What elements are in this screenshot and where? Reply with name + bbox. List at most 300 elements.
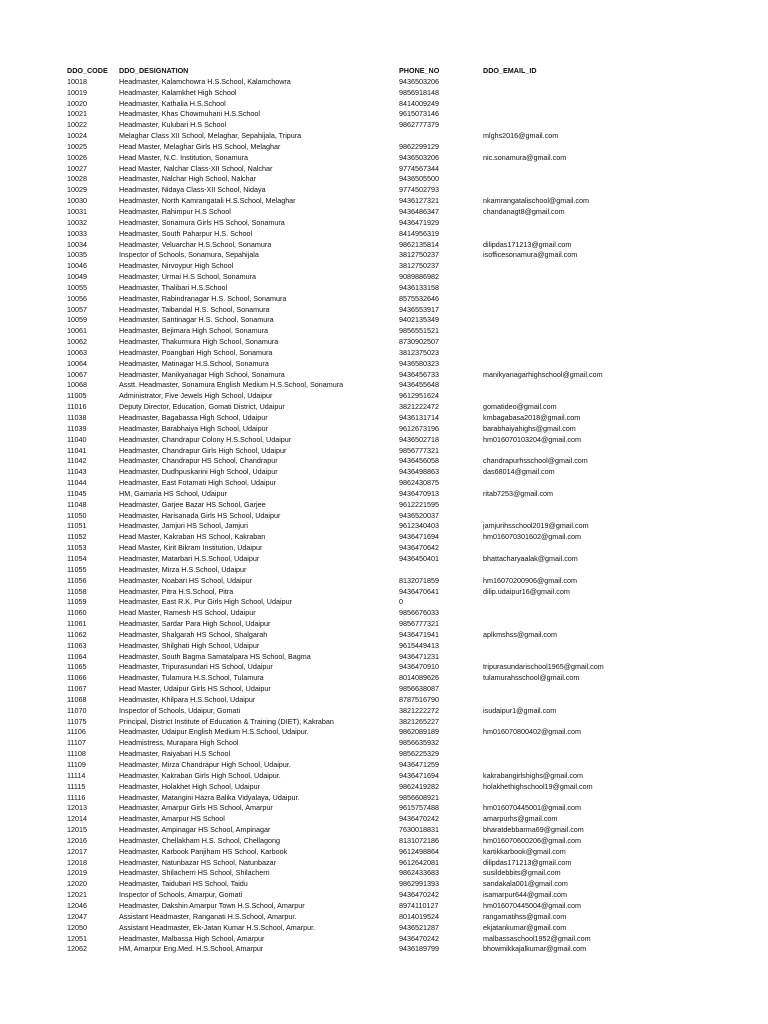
ddo-code-cell: 12017 [67, 846, 87, 856]
ddo-designation-cell: Melaghar Class XII School, Melaghar, Sepahijala, Tripura [119, 131, 302, 141]
ddo-code-cell: 11061 [67, 619, 87, 629]
table-row [67, 879, 623, 890]
ddo-code-cell: 10035 [67, 250, 87, 260]
ddo-designation-cell: Headmaster, Malbassa High School, Amarpur [119, 933, 265, 943]
table-row [67, 120, 623, 131]
ddo-designation-cell: Headmaster, Nidaya Class-XII School, Nidaya [119, 185, 266, 195]
table-row [67, 727, 623, 738]
ddo-designation-cell: Headmaster, Bejimara High School, Sonamura [119, 326, 269, 336]
ddo-email-cell: tripurasundarischool1965@gmail.com [483, 662, 604, 672]
table-row [67, 229, 623, 240]
ddo-code-cell: 11115 [67, 781, 86, 791]
ddo-email-cell: bhattacharyaalak@gmail.com [483, 553, 578, 563]
ddo-code-cell: 10062 [67, 337, 87, 347]
ddo-code-cell: 11065 [67, 662, 87, 672]
ddo-email-cell: chandanagt8@gmail.com [483, 206, 565, 216]
ddo-designation-cell: Headmaster, Matarbari H.S.School, Udaipur [119, 553, 260, 563]
phone-no-cell: 8014019524 [399, 911, 439, 921]
ddo-email-cell: hm16070200906@gmail.com [483, 575, 578, 585]
ddo-code-cell: 11042 [67, 456, 87, 466]
ddo-email-cell: tulamurahsschool@gmail.com [483, 673, 580, 683]
ddo-code-cell: 11050 [67, 510, 87, 520]
header-phone-no: PHONE_NO [399, 66, 440, 75]
ddo-designation-cell: Headmistress, Murapara High School [119, 738, 239, 748]
ddo-code-cell: 10032 [67, 217, 87, 227]
ddo-designation-cell: Headmaster, Mirza H.S.School, Udaipur [119, 564, 247, 574]
ddo-designation-cell: Headmaster, Taidubari HS School, Taidu [119, 879, 248, 889]
table-row [67, 294, 623, 305]
ddo-email-cell: hm016070301602@gmail.com [483, 532, 581, 542]
table-row [67, 88, 623, 99]
phone-no-cell: 9436471694 [399, 770, 439, 780]
phone-no-cell: 9436503206 [399, 76, 439, 86]
phone-no-cell: 9436455648 [399, 380, 439, 390]
phone-no-cell: 9612642081 [399, 857, 439, 867]
ddo-designation-cell: Head Master, Kirit Bikram Institution, Udaipur [119, 543, 263, 553]
ddo-email-cell [483, 500, 623, 511]
phone-no-cell: 0 [399, 597, 403, 607]
ddo-code-cell: 11039 [67, 423, 87, 433]
ddo-email-cell: rangamatihss@gmail.com [483, 911, 567, 921]
table-row [67, 109, 623, 120]
phone-no-cell: 9862777379 [399, 120, 439, 130]
table-row [67, 890, 623, 901]
ddo-code-cell: 10067 [67, 369, 87, 379]
ddo-code-cell: 11055 [67, 564, 87, 574]
ddo-designation-cell: Headmaster, Rabindranagar H.S. School, Sonamura [119, 293, 287, 303]
table-row [67, 391, 623, 402]
ddo-email-cell [483, 738, 623, 749]
header-row [67, 66, 623, 77]
ddo-code-cell: 11038 [67, 413, 87, 422]
ddo-code-cell: 11114 [67, 770, 86, 780]
table-row [67, 771, 623, 782]
ddo-code-cell: 10059 [67, 315, 87, 325]
ddo-code-cell: 11053 [67, 543, 87, 553]
ddo-designation-cell: Headmaster, Sardar Para High School, Udaipur [119, 619, 271, 629]
table-row [67, 521, 623, 532]
ddo-code-cell: 11066 [67, 673, 87, 683]
table-row [67, 370, 623, 381]
phone-no-cell: 9436471941 [399, 629, 439, 639]
ddo-email-cell [483, 99, 623, 110]
phone-no-cell: 8132071859 [399, 575, 439, 585]
ddo-email-cell [483, 229, 623, 240]
phone-no-cell: 9774567344 [399, 163, 439, 173]
phone-no-cell: 9436580323 [399, 358, 439, 368]
ddo-code-cell: 12047 [67, 911, 87, 921]
phone-no-cell: 8787516790 [399, 694, 439, 704]
phone-no-cell: 9862991393 [399, 879, 439, 889]
ddo-email-cell: dilip.udaipur16@gmail.com [483, 586, 570, 596]
ddo-code-cell: 10026 [67, 152, 87, 162]
ddo-email-cell [483, 565, 623, 576]
table-row [67, 261, 623, 272]
phone-no-cell: 9436456733 [399, 369, 439, 379]
table-row [67, 305, 623, 316]
ddo-code-cell: 11005 [67, 391, 87, 401]
ddo-designation-cell: Head Master, Melaghar Girls HS School, Melaghar [119, 141, 281, 151]
table-row [67, 272, 623, 283]
ddo-designation-cell: Headmaster, Kulubari H.S School [119, 120, 227, 130]
ddo-designation-cell: HM, Gamaria HS School, Udaipur [119, 488, 227, 498]
ddo-email-cell [483, 294, 623, 305]
ddo-code-cell: 11075 [67, 716, 87, 726]
ddo-designation-cell: Headmaster, Karbook Panjiham HS School, Karbook [119, 846, 288, 856]
phone-no-cell: 9436498863 [399, 467, 439, 477]
ddo-code-cell: 11108 [67, 749, 86, 759]
ddo-designation-cell: Headmaster, Taibandal H.S. School, Sonamura [119, 304, 270, 314]
phone-no-cell: 9856777321 [399, 619, 439, 629]
ddo-email-cell: kartikkarbook@gmail.com [483, 846, 566, 856]
table-row [67, 565, 623, 576]
phone-no-cell: 9436502718 [399, 434, 439, 444]
ddo-designation-cell: Headmaster, Khas Chowmuhani H.S.School [119, 109, 261, 119]
table-row [67, 738, 623, 749]
table-row [67, 652, 623, 663]
table-row [67, 695, 623, 706]
ddo-designation-cell: Headmaster, Shilacherri HS School, Shilacherri [119, 868, 270, 878]
ddo-code-cell: 10064 [67, 358, 87, 368]
table-row [67, 348, 623, 359]
phone-no-cell: 9436505500 [399, 174, 439, 184]
phone-no-cell: 9856676033 [399, 608, 439, 618]
ddo-code-cell: 10025 [67, 141, 87, 151]
phone-no-cell: 9615449413 [399, 640, 439, 650]
ddo-email-cell [483, 684, 623, 695]
phone-no-cell: 9436456058 [399, 456, 439, 466]
ddo-code-cell: 10030 [67, 196, 87, 206]
table-row [67, 641, 623, 652]
ddo-code-cell: 11043 [67, 467, 87, 477]
phone-no-cell: 8575532646 [399, 293, 439, 303]
phone-no-cell: 3821265227 [399, 716, 439, 726]
header-ddo-designation: DDO_DESIGNATION [119, 66, 189, 75]
phone-no-cell: 9862430875 [399, 478, 439, 488]
ddo-email-cell [483, 174, 623, 185]
ddo-code-cell: 11059 [67, 597, 87, 607]
ddo-designation-cell: Administrator, Five Jewels High School, Udaipur [119, 391, 273, 401]
ddo-email-cell: nic.sonamura@gmail.com [483, 152, 567, 162]
table-row [67, 250, 623, 261]
phone-no-cell: 9856638087 [399, 684, 439, 694]
table-row [67, 554, 623, 565]
table-row [67, 511, 623, 522]
ddo-email-cell [483, 218, 623, 229]
ddo-code-cell: 12020 [67, 879, 87, 889]
ddo-designation-cell: Headmaster, Manikyanagar High School, Sonamura [119, 369, 285, 379]
ddo-code-cell: 10022 [67, 120, 87, 130]
ddo-code-cell: 11044 [67, 478, 87, 488]
ddo-email-cell: isudaipur1@gmail.com [483, 705, 557, 715]
ddo-designation-cell: Headmaster, Tripurasundari HS School, Udaipur [119, 662, 273, 672]
ddo-code-cell: 10029 [67, 185, 87, 195]
ddo-designation-cell: Head Master, N.C. Institution, Sonamura [119, 152, 249, 162]
ddo-email-cell: gomatideo@gmail.com [483, 402, 557, 412]
ddo-designation-cell: Headmaster, Matinagar H.S.School, Sonamura [119, 358, 269, 368]
ddo-designation-cell: Headmaster, Natunbazar HS School, Natunbazar [119, 857, 277, 867]
ddo-email-cell: das68014@gmail.com [483, 467, 555, 477]
ddo-email-cell: bharatdebbarma69@gmail.com [483, 825, 584, 835]
phone-no-cell: 9436470242 [399, 890, 439, 900]
ddo-code-cell: 12046 [67, 900, 87, 910]
ddo-email-cell [483, 305, 623, 316]
ddo-email-cell: ritab7253@gmail.com [483, 488, 554, 498]
ddo-code-cell: 11040 [67, 434, 87, 444]
ddo-email-cell [483, 120, 623, 131]
ddo-email-cell: holakhethighschool19@gmail.com [483, 781, 593, 791]
ddo-code-cell: 12062 [67, 944, 87, 954]
ddo-designation-cell: Headmaster, Khilpara H.S.School, Udaipur [119, 694, 256, 704]
table-row [67, 793, 623, 804]
ddo-email-cell [483, 283, 623, 294]
ddo-designation-cell: Head Master, Udaipur Girls HS School, Udaipur [119, 684, 271, 694]
table-row [67, 413, 623, 424]
ddo-code-cell: 11070 [67, 705, 87, 715]
phone-no-cell: 9612498864 [399, 846, 439, 856]
table-row [67, 478, 623, 489]
ddo-designation-cell: Headmaster, Dakshin Amarpur Town H.S.School, Amarpur [119, 900, 305, 910]
ddo-email-cell [483, 391, 623, 402]
ddo-designation-cell: Headmaster, Amarpur Girls HS School, Amarpur [119, 803, 273, 813]
ddo-email-cell: susildebbits@gmail.com [483, 868, 561, 878]
ddo-email-cell [483, 695, 623, 706]
ddo-email-cell: nkamrangatalischool@gmail.com [483, 196, 589, 206]
ddo-email-cell: isofficesonamura@gmail.com [483, 250, 578, 260]
ddo-designation-cell: Headmaster, Nalchar High School, Nalchar [119, 174, 257, 184]
ddo-designation-cell: Headmaster, Chandrapur HS School, Chandrapur [119, 456, 278, 466]
table-row [67, 706, 623, 717]
ddo-code-cell: 10057 [67, 304, 87, 314]
ddo-email-cell [483, 109, 623, 120]
ddo-email-cell [483, 597, 623, 608]
ddo-email-cell [483, 261, 623, 272]
phone-no-cell: 9436471231 [399, 651, 439, 661]
table-row [67, 380, 623, 391]
ddo-designation-cell: Inspector of Schools, Sonamura, Sepahijala [119, 250, 259, 260]
ddo-code-cell: 10068 [67, 380, 87, 390]
phone-no-cell: 8974110127 [399, 900, 439, 910]
ddo-email-cell [483, 760, 623, 771]
phone-no-cell: 9436127321 [399, 196, 439, 206]
ddo-code-cell: 11116 [67, 792, 86, 802]
ddo-designation-cell: Headmaster, East Fotamati High School, Udaipur [119, 478, 277, 488]
phone-no-cell: 9856635932 [399, 738, 439, 748]
ddo-designation-cell: Headmaster, Sonamura Girls HS School, Sonamura [119, 217, 285, 227]
table-row [67, 424, 623, 435]
ddo-code-cell: 10028 [67, 174, 87, 184]
ddo-code-cell: 11054 [67, 553, 87, 563]
ddo-email-cell: chandrapurhsschool@gmail.com [483, 456, 588, 466]
phone-no-cell: 9615757488 [399, 803, 439, 813]
ddo-email-cell: jamjurihsschool2019@gmail.com [483, 521, 589, 531]
table-row [67, 174, 623, 185]
table-row [67, 489, 623, 500]
ddo-designation-cell: Head Master, Kakraban HS School, Kakraban [119, 532, 266, 542]
table-row [67, 77, 623, 88]
ddo-code-cell: 10019 [67, 87, 87, 97]
ddo-code-cell: 10018 [67, 76, 87, 86]
ddo-code-cell: 11056 [67, 575, 87, 585]
ddo-code-cell: 11067 [67, 684, 87, 694]
ddo-email-cell [483, 359, 623, 370]
ddo-designation-cell: Headmaster, Chandrapur Colony H.S.School, Udaipur [119, 434, 292, 444]
phone-no-cell: 9862135814 [399, 239, 439, 249]
ddo-designation-cell: Headmaster, Urmai H.S School, Sonamura [119, 272, 257, 282]
table-row [67, 500, 623, 511]
table-row [67, 337, 623, 348]
ddo-designation-cell: Headmaster, North Kamrangatali H.S.School, Melaghar [119, 196, 296, 206]
phone-no-cell: 9612340403 [399, 521, 439, 531]
ddo-designation-cell: Headmaster, Pitra H.S.School, Pitra [119, 586, 234, 596]
ddo-email-cell [483, 348, 623, 359]
phone-no-cell: 8131072186 [399, 835, 439, 845]
ddo-email-cell: dilipdas171213@gmail.com [483, 857, 572, 867]
phone-no-cell: 9436521287 [399, 922, 439, 932]
ddo-email-cell: barabhaiyahighs@gmail.com [483, 423, 576, 433]
phone-no-cell: 3821222272 [399, 705, 439, 715]
table-row [67, 717, 623, 728]
ddo-code-cell: 11048 [67, 499, 87, 509]
table-row [67, 576, 623, 587]
table-row [67, 619, 623, 630]
ddo-designation-cell: Headmaster, Jamjuri HS School, Jamjuri [119, 521, 249, 531]
table-row [67, 630, 623, 641]
table-row [67, 597, 623, 608]
phone-no-cell: 9436470910 [399, 662, 439, 672]
phone-no-cell: 3812375023 [399, 347, 439, 357]
phone-no-cell: 9612951624 [399, 391, 439, 401]
ddo-email-cell: hm016070445001@gmail.com [483, 803, 581, 813]
table-row [67, 912, 623, 923]
ddo-code-cell: 11052 [67, 532, 87, 542]
ddo-email-cell [483, 652, 623, 663]
ddo-email-cell: ekjatankumar@gmail.com [483, 922, 567, 932]
ddo-table [67, 66, 623, 955]
phone-no-cell [399, 131, 483, 142]
ddo-email-cell [483, 478, 623, 489]
table-row [67, 662, 623, 673]
ddo-designation-cell: Headmaster, Garjee Bazar HS School, Garjee [119, 499, 266, 509]
ddo-email-cell: bhowmikkajalkumar@gmail.com [483, 944, 587, 954]
ddo-designation-cell: Headmaster, Raiyabari H.S School [119, 749, 231, 759]
phone-no-cell: 9862299129 [399, 141, 439, 151]
ddo-email-cell: mlghs2016@gmail.com [483, 131, 559, 141]
ddo-email-cell: malbassaschool1952@gmail.com [483, 933, 591, 943]
phone-no-cell: 9862419282 [399, 781, 439, 791]
ddo-code-cell: 11045 [67, 488, 87, 498]
phone-no-cell: 9436131714 [399, 413, 439, 422]
phone-no-cell: 9615073146 [399, 109, 439, 119]
ddo-code-cell: 11068 [67, 694, 87, 704]
table-row [67, 934, 623, 945]
ddo-designation-cell: Headmaster, Thakurmura High School, Sonamura [119, 337, 279, 347]
ddo-designation-cell: Inspector of Schools, Amarpur, Gomati [119, 890, 243, 900]
table-row [67, 185, 623, 196]
phone-no-cell: 9436470242 [399, 814, 439, 824]
ddo-code-cell: 10020 [67, 98, 87, 108]
ddo-code-cell: 11106 [67, 727, 86, 737]
ddo-email-cell [483, 88, 623, 99]
table-row [67, 315, 623, 326]
ddo-code-cell: 11051 [67, 521, 87, 531]
ddo-designation-cell: Headmaster, Tulamura H.S.School, Tulamura [119, 673, 264, 683]
ddo-code-cell: 10021 [67, 109, 87, 119]
ddo-designation-cell: Head Master, Nalchar Class-XII School, Nalchar [119, 163, 273, 173]
phone-no-cell: 8730902507 [399, 337, 439, 347]
ddo-designation-cell: Headmaster, South Bagma Samatalpara HS School, Bagma [119, 651, 311, 661]
phone-no-cell: 9856777321 [399, 445, 439, 455]
ddo-designation-cell: Asstt. Headmaster, Sonamura English Medium H.S.School, Sonamura [119, 380, 344, 390]
ddo-email-cell [483, 380, 623, 391]
phone-no-cell: 9436133158 [399, 282, 439, 292]
phone-no-cell: 9436471694 [399, 532, 439, 542]
phone-no-cell: 3821222472 [399, 402, 439, 412]
table-row [67, 207, 623, 218]
table-row [67, 684, 623, 695]
ddo-code-cell: 11064 [67, 651, 87, 661]
ddo-email-cell: kmbagabasa2018@gmail.com [483, 413, 581, 422]
ddo-email-cell: isamarpur644@gmail.com [483, 890, 567, 900]
ddo-code-cell: 10027 [67, 163, 87, 173]
ddo-code-cell: 12013 [67, 803, 87, 813]
phone-no-cell: 9436470641 [399, 586, 439, 596]
ddo-designation-cell: Principal, District Institute of Education & Training (DIET), Kakraban [119, 716, 334, 726]
phone-no-cell: 9612673196 [399, 423, 439, 433]
table-row [67, 836, 623, 847]
ddo-code-cell: 11058 [67, 586, 87, 596]
phone-no-cell: 3812750237 [399, 250, 439, 260]
ddo-designation-cell: Headmaster, Rahimpur H.S School [119, 206, 231, 216]
ddo-email-cell: amarpurhs@gmail.com [483, 814, 558, 824]
table-row [67, 608, 623, 619]
phone-no-cell: 9436450401 [399, 553, 439, 563]
table-row [67, 868, 623, 879]
table-row [67, 456, 623, 467]
table-row [67, 435, 623, 446]
ddo-designation-cell: Headmaster, Kakraban Girls High School, Udaipur. [119, 770, 281, 780]
table-row [67, 749, 623, 760]
table-row [67, 467, 623, 478]
ddo-designation-cell: HM, Amarpur Eng.Med. H.S.School, Amarpur [119, 944, 264, 954]
ddo-code-cell: 10046 [67, 261, 87, 271]
ddo-designation-cell: Headmaster, Bagabassa High School, Udaipur [119, 413, 268, 422]
table-row [67, 923, 623, 934]
ddo-email-cell: hm016070600206@gmail.com [483, 835, 581, 845]
ddo-code-cell: 10034 [67, 239, 87, 249]
ddo-designation-cell: Inspector of Schools, Udaipur, Gomati [119, 705, 241, 715]
ddo-email-cell [483, 619, 623, 630]
table-row [67, 782, 623, 793]
ddo-code-cell: 10056 [67, 293, 87, 303]
ddo-code-cell: 10049 [67, 272, 87, 282]
ddo-code-cell: 12015 [67, 825, 87, 835]
table-row [67, 99, 623, 110]
ddo-designation-cell: Headmaster, Nirvoypur High School [119, 261, 234, 271]
table-row [67, 803, 623, 814]
ddo-designation-cell: Headmaster, Udaipur English Medium H.S.School, Udaipur. [119, 727, 309, 737]
phone-no-cell: 3812750237 [399, 261, 439, 271]
ddo-designation-cell: Headmaster, Matangini Hazra Balika Vidyalaya, Udaipur. [119, 792, 300, 802]
ddo-email-cell [483, 315, 623, 326]
ddo-designation-cell: Headmaster, East R.K. Pur Girls High School, Udaipur [119, 597, 292, 607]
ddo-email-cell [483, 446, 623, 457]
phone-no-cell: 9402135349 [399, 315, 439, 325]
ddo-designation-cell: Deputy Director, Education, Gomati District, Udaipur [119, 402, 285, 412]
ddo-designation-cell: Headmaster, Shalgarah HS School, Shalgarah [119, 629, 268, 639]
ddo-email-cell [483, 543, 623, 554]
table-row [67, 218, 623, 229]
